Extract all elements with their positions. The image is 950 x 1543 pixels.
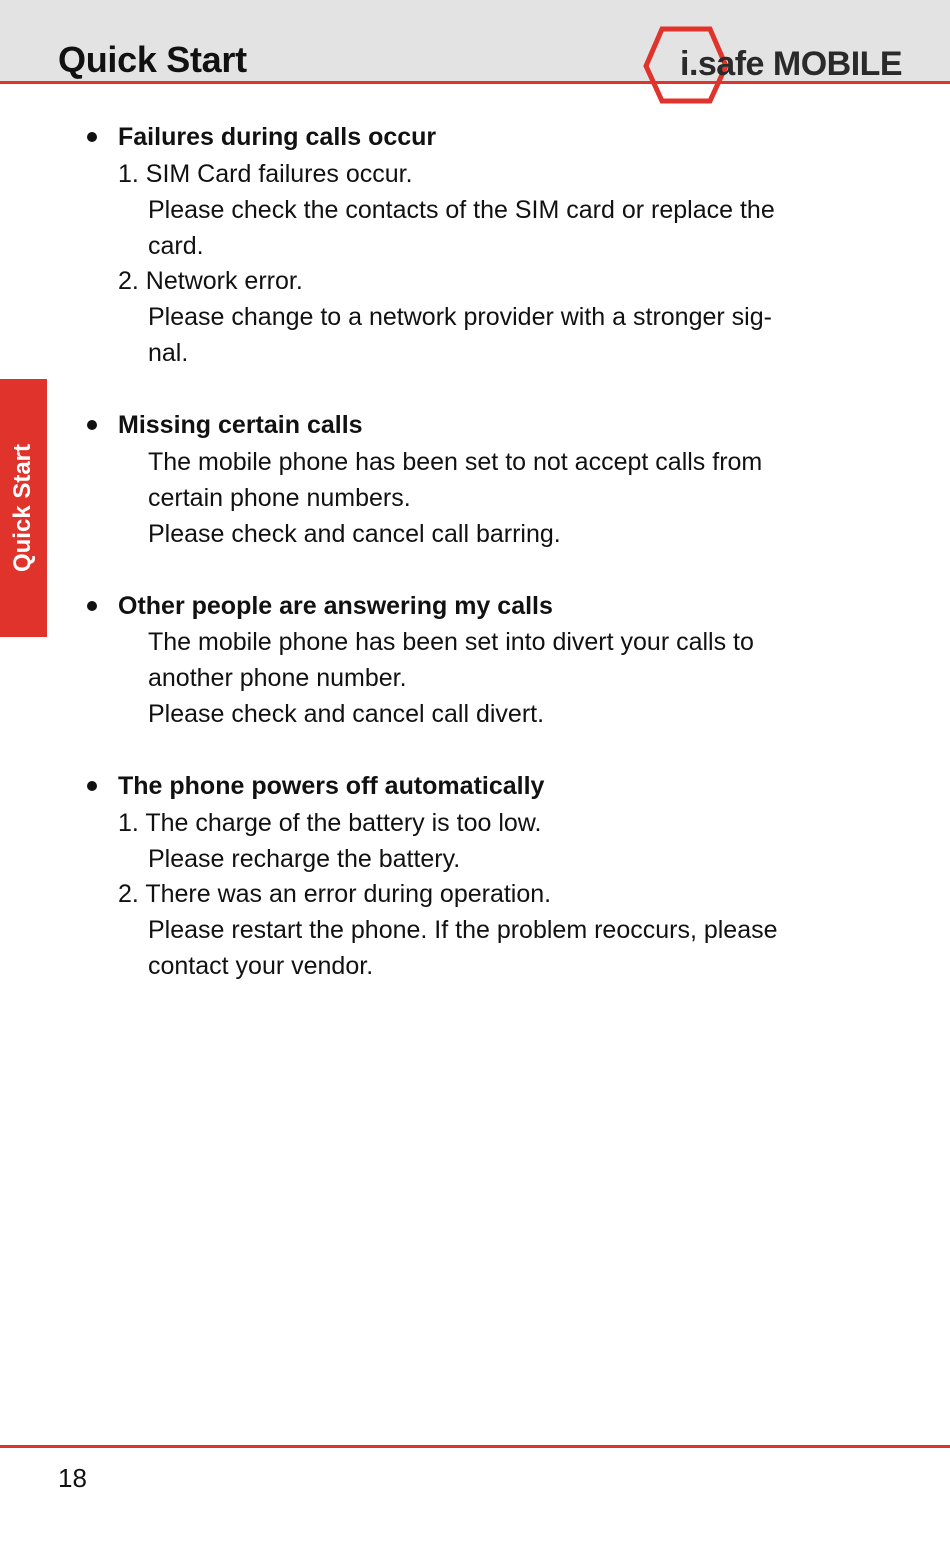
- list-item: Please change to a network provider with a stronger sig-: [148, 303, 772, 331]
- section-heading: Failures during calls occur: [118, 123, 437, 151]
- bullet-icon: [86, 600, 100, 614]
- list-item: Please check and cancel call barring.: [148, 520, 561, 548]
- list-item: 2. Network error.: [118, 267, 303, 295]
- list-item: nal.: [148, 339, 189, 367]
- list-item: certain phone numbers.: [148, 484, 411, 512]
- list-item: 2. There was an error during operation.: [118, 880, 552, 908]
- bullet-icon: [86, 131, 100, 145]
- logo-text: i.safe MOBILE: [680, 45, 903, 83]
- list-item: Please recharge the battery.: [148, 845, 461, 873]
- list-item: The mobile phone has been set to not accept calls from: [148, 448, 763, 476]
- footer-rule: [0, 1445, 950, 1448]
- list-item: 1. The charge of the battery is too low.: [118, 809, 542, 837]
- list-item: 1. SIM Card failures occur.: [118, 160, 413, 188]
- list-item: The mobile phone has been set into divert your calls to: [148, 628, 754, 656]
- list-item: another phone number.: [148, 664, 407, 692]
- list-item: Please check the contacts of the SIM card or replace the: [148, 196, 775, 224]
- page-number: 18: [58, 1463, 87, 1493]
- brand-logo: [640, 26, 940, 106]
- bullet-icon: [86, 780, 100, 794]
- page-title: Quick Start: [58, 39, 247, 80]
- list-item: Please check and cancel call divert.: [148, 700, 545, 728]
- bullet-icon: [86, 419, 100, 433]
- section-heading: The phone powers off automatically: [118, 772, 545, 800]
- list-item: Please restart the phone. If the problem reoccurs, please: [148, 916, 778, 944]
- section-heading: Other people are answering my calls: [118, 592, 553, 620]
- side-tab-label: Quick Start: [9, 443, 36, 573]
- side-tab: [0, 379, 47, 637]
- list-item: contact your vendor.: [148, 952, 374, 980]
- list-item: card.: [148, 232, 204, 260]
- section-heading: Missing certain calls: [118, 411, 363, 439]
